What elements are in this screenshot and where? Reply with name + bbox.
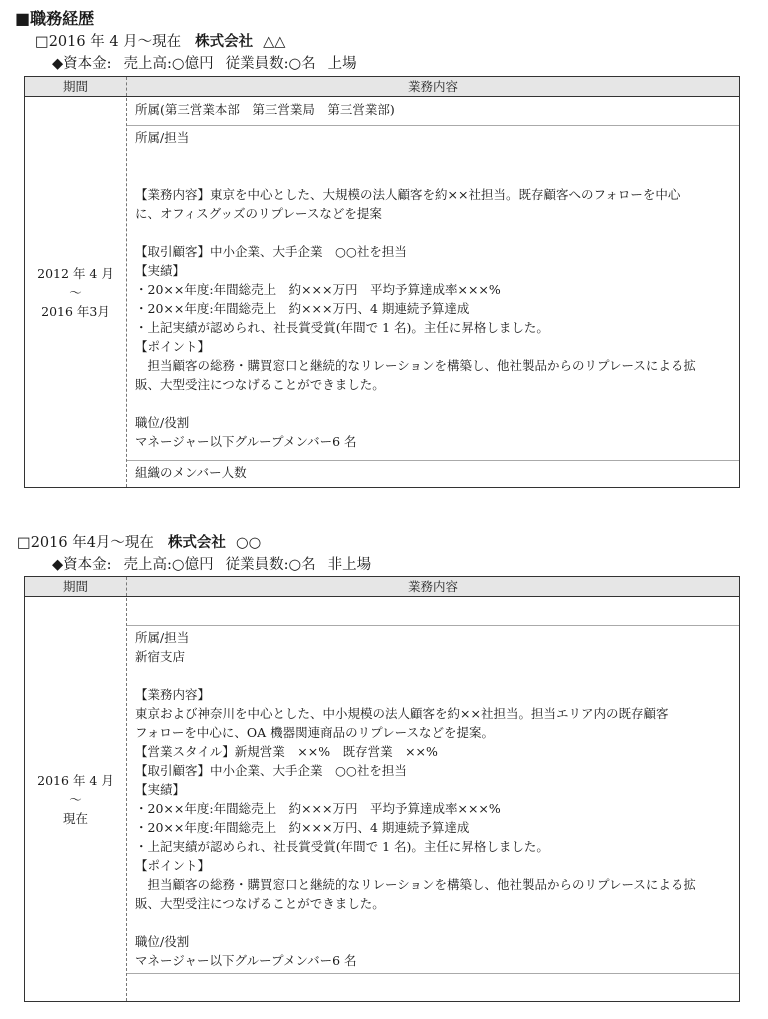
career-table-2 bbox=[24, 576, 740, 1002]
employment-period: □2016 年 4 月～現在 bbox=[35, 34, 182, 50]
details-row bbox=[127, 626, 739, 974]
company-name: 株式会社 bbox=[195, 34, 254, 50]
member-count-row bbox=[127, 461, 739, 487]
text-line: 新宿支店 bbox=[135, 649, 186, 664]
company-line-2 bbox=[17, 533, 261, 553]
table-header bbox=[25, 77, 739, 97]
company-mark: ○○ bbox=[235, 535, 262, 551]
text-line: に、オフィスグッズのリプレースなどを提案 bbox=[135, 206, 382, 221]
company-name: 株式会社 bbox=[167, 535, 226, 551]
header-content: 業務内容 bbox=[407, 79, 458, 94]
company-mark: △△ bbox=[263, 34, 286, 50]
text-line bbox=[135, 223, 731, 242]
text-line: 組織のメンバー人数 bbox=[135, 465, 247, 480]
text-line bbox=[135, 913, 731, 932]
text-line: 販、大型受注につなげることができました。 bbox=[135, 896, 385, 911]
text-line: 【ポイント】 bbox=[135, 858, 211, 873]
text-line: 販、大型受注につなげることができました。 bbox=[135, 377, 385, 392]
period-start: 2012 年 4 月 bbox=[37, 266, 114, 281]
period-end: 2016 年3月 bbox=[41, 304, 110, 319]
text-line: マネージャー以下グループメンバー6 名 bbox=[135, 953, 357, 968]
company-info-line-1 bbox=[52, 54, 369, 74]
text-line: 職位/役割 bbox=[135, 415, 190, 430]
text-line: 東京および神奈川を中心とした、中小規模の法人顧客を約××社担当。担当エリア内の既存顧客 bbox=[135, 706, 669, 721]
section-title: ■職務経歴 bbox=[15, 9, 95, 28]
company-info-line-2 bbox=[52, 555, 383, 575]
table-body bbox=[25, 98, 739, 487]
text-line: ・20××年度:年間総売上 約×××万円、4 期連続予算達成 bbox=[135, 820, 470, 835]
text-line: 【業務内容】 bbox=[135, 687, 211, 702]
employees-label: 従業員数:○名 bbox=[225, 56, 316, 72]
header-content: 業務内容 bbox=[407, 579, 458, 594]
text-line bbox=[135, 976, 731, 995]
text-line: フォローを中心に、OA 機器関連商品のリプレースなどを提案。 bbox=[135, 725, 494, 740]
text-line bbox=[135, 666, 731, 685]
period-separator: ～ bbox=[69, 285, 82, 300]
content-cell bbox=[127, 598, 739, 1001]
period-cell bbox=[25, 98, 127, 487]
header-period: 期間 bbox=[25, 577, 127, 596]
text-line bbox=[135, 166, 731, 185]
text-line: 【取引顧客】中小企業、大手企業 ○○社を担当 bbox=[135, 244, 407, 259]
text-line bbox=[135, 600, 731, 619]
sales-label: 売上高:○億円 bbox=[123, 56, 214, 72]
capital-label: ◆資本金: bbox=[52, 557, 112, 573]
text-line: 担当顧客の総務・購買窓口と継続的なリレーションを構築し、他社製品からのリプレースによる拡 bbox=[135, 877, 696, 892]
table-header bbox=[25, 577, 739, 597]
text-line: ・20××年度:年間総売上 約×××万円 平均予算達成率×××% bbox=[135, 282, 501, 297]
text-line: 担当顧客の総務・購買窓口と継続的なリレーションを構築し、他社製品からのリプレースによる拡 bbox=[135, 358, 696, 373]
member-count-row bbox=[127, 974, 739, 1001]
affiliation-row bbox=[127, 98, 739, 126]
text-line bbox=[135, 147, 731, 166]
company-line-1 bbox=[35, 32, 285, 52]
text-line: ・20××年度:年間総売上 約×××万円 平均予算達成率×××% bbox=[135, 801, 501, 816]
text-line: 所属/担当 bbox=[135, 130, 190, 145]
capital-label: ◆資本金: bbox=[52, 56, 112, 72]
employees-label: 従業員数:○名 bbox=[225, 557, 316, 573]
listing-status: 上場 bbox=[327, 56, 357, 72]
text-line: 職位/役割 bbox=[135, 934, 190, 949]
text-line: 所属/担当 bbox=[135, 630, 190, 645]
text-line: 【実績】 bbox=[135, 782, 186, 797]
text-line: ・上記実績が認められ、社長賞受賞(年間で 1 名)。主任に昇格しました。 bbox=[135, 320, 549, 335]
text-line: ・20××年度:年間総売上 約×××万円、4 期連続予算達成 bbox=[135, 301, 470, 316]
text-line: 【ポイント】 bbox=[135, 339, 211, 354]
text-line: 【営業スタイル】新規営業 ××% 既存営業 ××% bbox=[135, 744, 438, 759]
text-line: 【実績】 bbox=[135, 263, 186, 278]
period-end: 現在 bbox=[62, 811, 88, 826]
affiliation-row bbox=[127, 598, 739, 626]
text-line bbox=[135, 394, 731, 413]
text-line: 【業務内容】東京を中心とした、大規模の法人顧客を約××社担当。既存顧客へのフォローを中心 bbox=[135, 187, 681, 202]
text-line: マネージャー以下グループメンバー6 名 bbox=[135, 434, 357, 449]
text-line: 所属(第三営業本部 第三営業局 第三営業部) bbox=[135, 102, 395, 117]
header-period: 期間 bbox=[25, 77, 127, 96]
career-table-1 bbox=[24, 76, 740, 488]
content-cell bbox=[127, 98, 739, 487]
period-cell bbox=[25, 598, 127, 1001]
text-line: 【取引顧客】中小企業、大手企業 ○○社を担当 bbox=[135, 763, 407, 778]
table-body bbox=[25, 598, 739, 1001]
sales-label: 売上高:○億円 bbox=[123, 557, 214, 573]
period-start: 2016 年 4 月 bbox=[37, 773, 114, 788]
details-row bbox=[127, 126, 739, 461]
listing-status: 非上場 bbox=[327, 557, 372, 573]
period-separator: ～ bbox=[69, 792, 82, 807]
text-line: ・上記実績が認められ、社長賞受賞(年間で 1 名)。主任に昇格しました。 bbox=[135, 839, 549, 854]
employment-period: □2016 年4月～現在 bbox=[17, 535, 154, 551]
